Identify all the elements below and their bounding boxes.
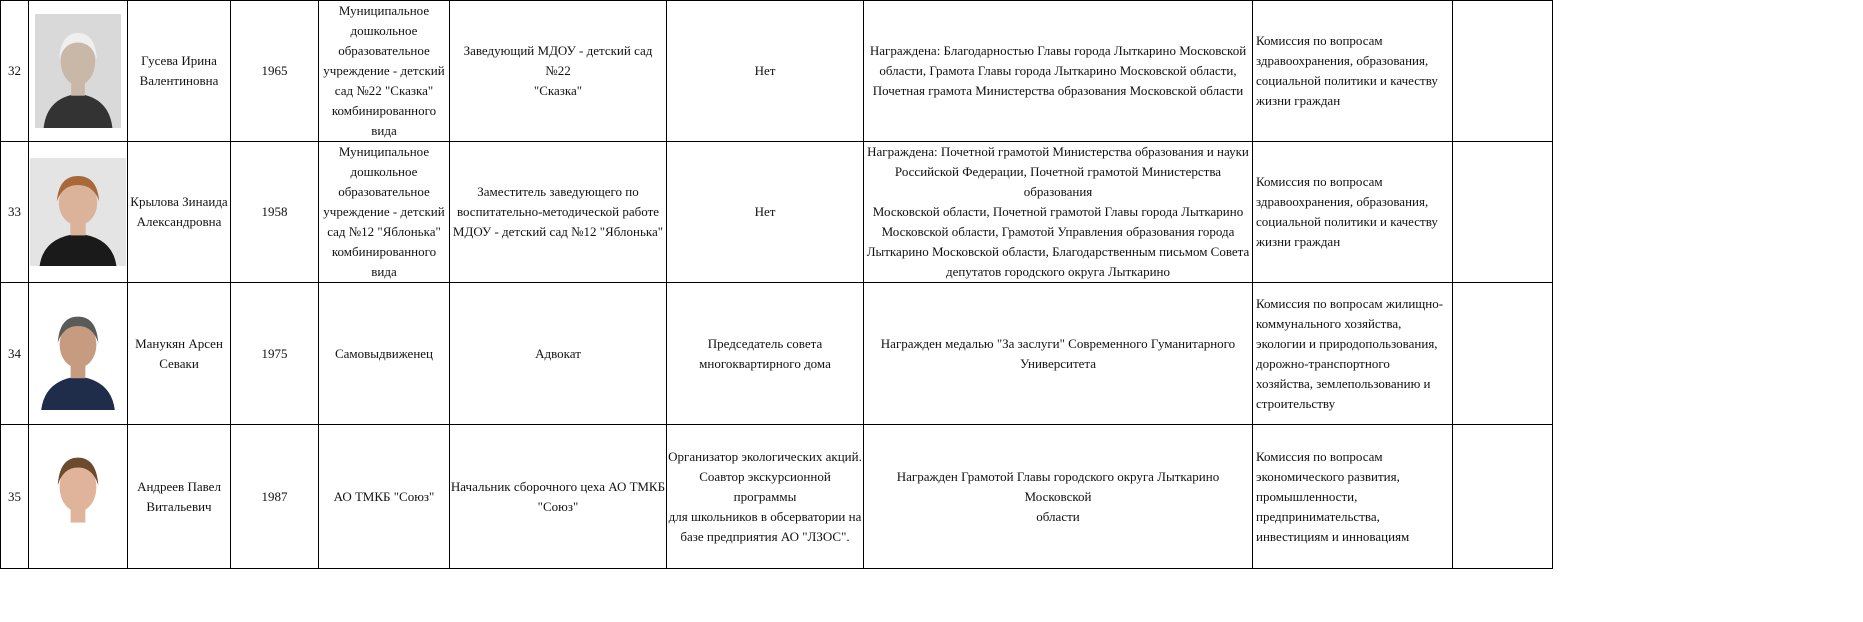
text-line: Награжден Грамотой Главы городского округа Лыткарино Московской [896,468,1220,504]
text-line: сад №22 "Сказка" [334,83,434,98]
commission [1253,1,1453,142]
text-line: строительству [1256,395,1336,411]
row-number: 33 [1,142,29,283]
text-line: социальной политики и качеству [1256,214,1438,229]
name-line: Манукян Арсен [135,335,223,351]
text-line: Начальник сборочного цеха АО ТМКБ [450,478,666,494]
text-line: Комиссия по вопросам [1256,174,1383,189]
birth-year: 1965 [231,1,319,142]
text-line: Университета [1019,355,1097,371]
name-line: Валентиновна [139,73,219,88]
text-line: Муниципальное [338,3,430,18]
text-line: комбинированного вида [331,244,437,279]
text-line: Почетная грамота Министерства образования Московской области [872,83,1244,98]
text-line: Председатель совета [707,335,823,351]
position [450,283,667,425]
position [450,1,667,142]
row-number: 34 [1,283,29,425]
text-line: экономического развития, [1256,468,1400,484]
text-line: Комиссия по вопросам жилищно- [1256,295,1444,311]
text-line: Московской области, Почетной грамотой Главы города Лыткарино [872,204,1244,219]
birth-year: 1987 [231,425,319,569]
photo-cell [29,425,128,569]
text-line: социальной политики и качеству [1256,73,1438,88]
public-work [667,283,864,425]
text-line: для школьников в обсерватории на [668,508,862,524]
text-line: базе предприятия АО "ЛЗОС". [680,528,850,544]
text-line: Муниципальное [338,144,430,159]
text-line: здравоохранения, образования, [1256,194,1429,209]
candidate-photo [30,158,126,266]
text-line: жизни граждан [1256,234,1341,249]
photo-cell [29,142,128,283]
name-line: Витальевич [146,498,212,514]
commission [1253,142,1453,283]
text-line: Заведующий МДОУ - детский сад №22 [463,43,653,78]
candidate-name [128,283,231,425]
text-line: Адвокат [535,345,581,361]
candidate-name [128,142,231,283]
text-line: Комиссия по вопросам [1256,448,1383,464]
name-line: Гусева Ирина [141,53,217,68]
awards [864,142,1253,283]
text-line: дошкольное [350,164,418,179]
text-line: АО ТМКБ "Союз" [333,488,435,504]
name-line: Андреев Павел [137,478,221,494]
candidate-name [128,425,231,569]
empty-cell [1453,142,1553,283]
text-line: дошкольное [350,23,418,38]
text-line: коммунального хозяйства, [1256,315,1402,331]
candidate-photo [32,298,124,410]
photo-cell [29,283,128,425]
birth-year: 1958 [231,142,319,283]
text-line: учреждение - детский [323,204,445,219]
organization [319,425,450,569]
photo-cell [29,1,128,142]
text-line: воспитательно-методической работе [456,204,660,219]
text-line: промышленности, [1256,488,1358,504]
text-line: Награжден медалью "За заслуги" Современного Гуманитарного [880,335,1236,351]
table-row [1,1,1553,142]
text-line: "Сказка" [533,83,583,98]
text-line: комбинированного вида [331,103,437,138]
text-line: многоквартирного дома [699,355,831,371]
text-line: Организатор экологических акций. [668,448,862,464]
text-line: области [1036,508,1080,524]
text-line: Заместитель заведующего по [477,184,639,199]
text-line: МДОУ - детский сад №12 "Яблонька" [452,224,664,239]
name-line: Севаки [159,355,199,371]
text-line: учреждение - детский [323,63,445,78]
text-line: Лыткарино Московской области, Благодарственным письмом Совета [866,244,1250,259]
text-line: Нет [754,63,776,78]
public-work [667,1,864,142]
empty-cell [1453,283,1553,425]
row-number: 32 [1,1,29,142]
name-line: Крылова Зинаида [130,194,228,209]
text-line: Комиссия по вопросам [1256,33,1383,48]
text-line: инвестициям и инновациям [1256,528,1410,544]
text-line: хозяйства, землепользованию и [1256,375,1431,391]
text-line: здравоохранения, образования, [1256,53,1429,68]
text-line: Награждена: Почетной грамотой Министерства образования и науки [867,144,1249,159]
text-line: депутатов городского округа Лыткарино [946,264,1170,279]
table-row [1,142,1553,283]
text-line: Награждена: Благодарностью Главы города Лыткарино Московской [869,43,1247,58]
table-row [1,425,1553,569]
text-line: экологии и природопользования, [1256,335,1438,351]
text-line: "Союз" [537,498,579,514]
table-row [1,283,1553,425]
public-work [667,142,864,283]
text-line: дорожно-транспортного [1256,355,1390,371]
position [450,142,667,283]
candidate-photo [32,438,124,556]
text-line: Соавтор экскурсионной программы [699,468,831,504]
empty-cell [1453,425,1553,569]
text-line: Московской области, Грамотой Управления образования города [881,224,1235,239]
awards [864,425,1253,569]
public-work [667,425,864,569]
awards [864,1,1253,142]
organization [319,283,450,425]
text-line: предпринимательства, [1256,508,1380,524]
commission [1253,283,1453,425]
commission [1253,425,1453,569]
organization [319,142,450,283]
text-line: области, Грамота Главы города Лыткарино Московской области, [879,63,1237,78]
text-line: сад №12 "Яблонька" [327,224,441,239]
row-number: 35 [1,425,29,569]
text-line: жизни граждан [1256,93,1341,108]
awards [864,283,1253,425]
name-line: Александровна [136,214,222,229]
position [450,425,667,569]
text-line: Самовыдвиженец [334,345,433,361]
organization [319,1,450,142]
birth-year: 1975 [231,283,319,425]
text-line: Нет [754,204,776,219]
empty-cell [1453,1,1553,142]
text-line: Российской Федерации, Почетной грамотой Министерства образования [894,164,1222,199]
text-line: образовательное [338,43,430,58]
candidate-photo [35,14,121,128]
candidate-name [128,1,231,142]
text-line: образовательное [338,184,430,199]
